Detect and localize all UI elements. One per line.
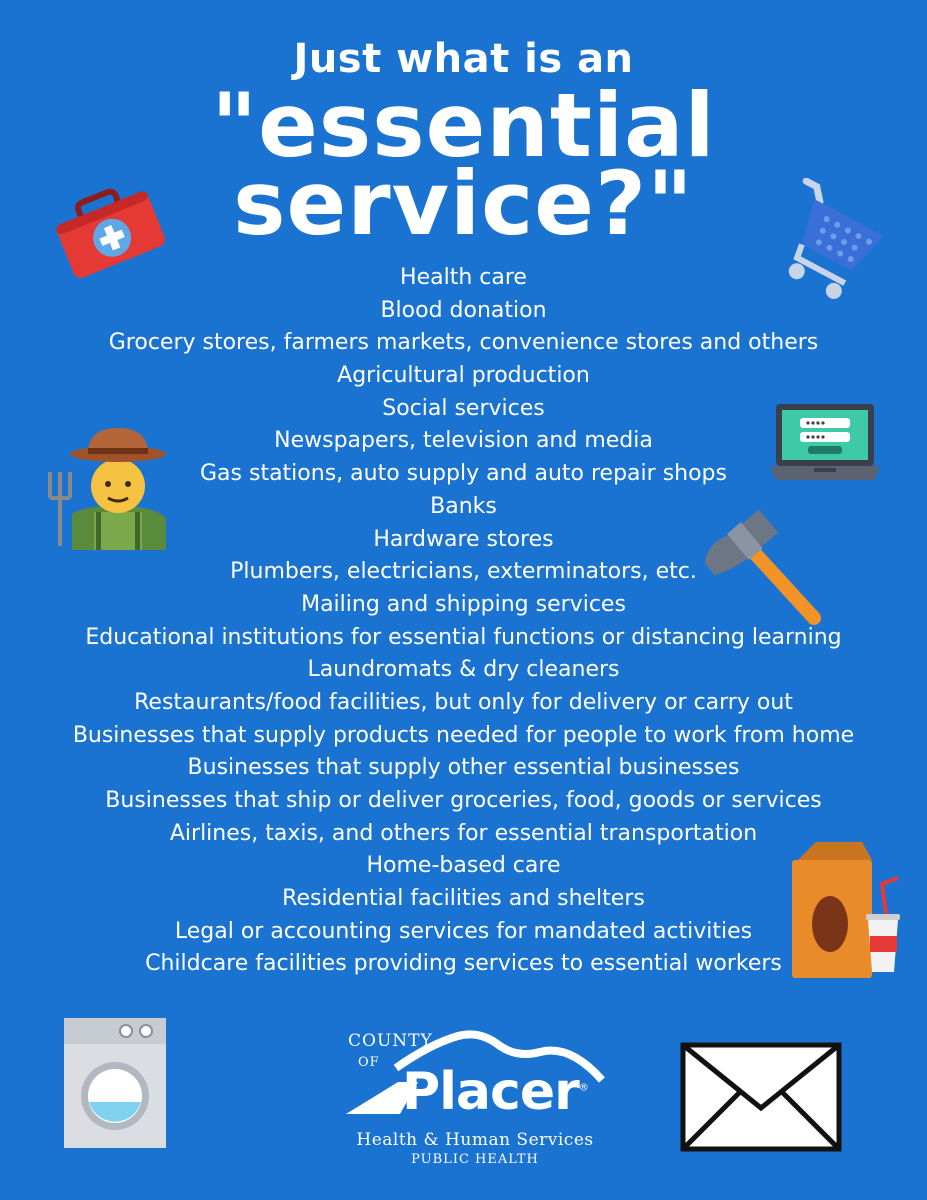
service-item: Banks	[430, 493, 497, 519]
service-item: Blood donation	[380, 297, 547, 323]
service-item: Restaurants/food facilities, but only for delivery or carry out	[134, 689, 793, 715]
service-item: Mailing and shipping services	[301, 591, 626, 617]
service-item: Grocery stores, farmers markets, convenience stores and others	[108, 330, 819, 356]
service-item: Childcare facilities providing services to essential workers	[145, 951, 782, 977]
logo-registered-mark: ®	[578, 1082, 588, 1094]
takeout-food-icon	[786, 838, 908, 980]
service-item: Health care	[400, 265, 527, 290]
logo-placer-word: Placer	[402, 1062, 579, 1122]
service-item: Social services	[382, 395, 545, 421]
envelope-icon	[680, 1042, 842, 1152]
service-item: Agricultural production	[337, 363, 590, 389]
logo-department-text: Health & Human Services	[356, 1130, 594, 1150]
service-item: Hardware stores	[373, 526, 554, 552]
logo-county-word: COUNTY	[348, 1031, 433, 1051]
service-item: Home-based care	[366, 853, 561, 879]
logo-of-word: OF	[358, 1055, 380, 1070]
service-item: Legal or accounting services for mandated activities	[174, 918, 753, 944]
logo-division-text: PUBLIC HEALTH	[411, 1152, 539, 1167]
service-item: Businesses that supply other essential businesses	[187, 755, 740, 781]
first-aid-kit-icon	[52, 180, 170, 280]
service-item: Gas stations, auto supply and auto repair shops	[200, 461, 727, 487]
service-item: Laundromats & dry cleaners	[307, 657, 620, 683]
shopping-cart-icon	[762, 178, 892, 306]
service-item: Residential facilities and shelters	[282, 886, 645, 912]
title-line-3: service?"	[233, 152, 694, 255]
title-line-1: Just what is an	[293, 36, 634, 82]
farmer-icon	[42, 426, 170, 550]
service-item: Educational institutions for essential functions or distancing learning	[85, 624, 842, 650]
service-item: Businesses that ship or deliver groceries, food, goods or services	[105, 788, 822, 813]
service-item: Airlines, taxis, and others for essential transportation	[169, 820, 758, 846]
hammer-icon	[698, 508, 824, 626]
logo-placer-text	[402, 1062, 588, 1122]
laptop-icon	[770, 402, 880, 482]
service-item: Plumbers, electricians, exterminators, etc.	[230, 559, 697, 585]
washing-machine-icon	[62, 1016, 168, 1150]
title-line-2: "essential	[211, 74, 716, 177]
county-of-placer-logo	[340, 1028, 610, 1178]
service-item: Newspapers, television and media	[274, 428, 653, 454]
service-item: Businesses that supply products needed for people to work from home	[72, 722, 855, 748]
